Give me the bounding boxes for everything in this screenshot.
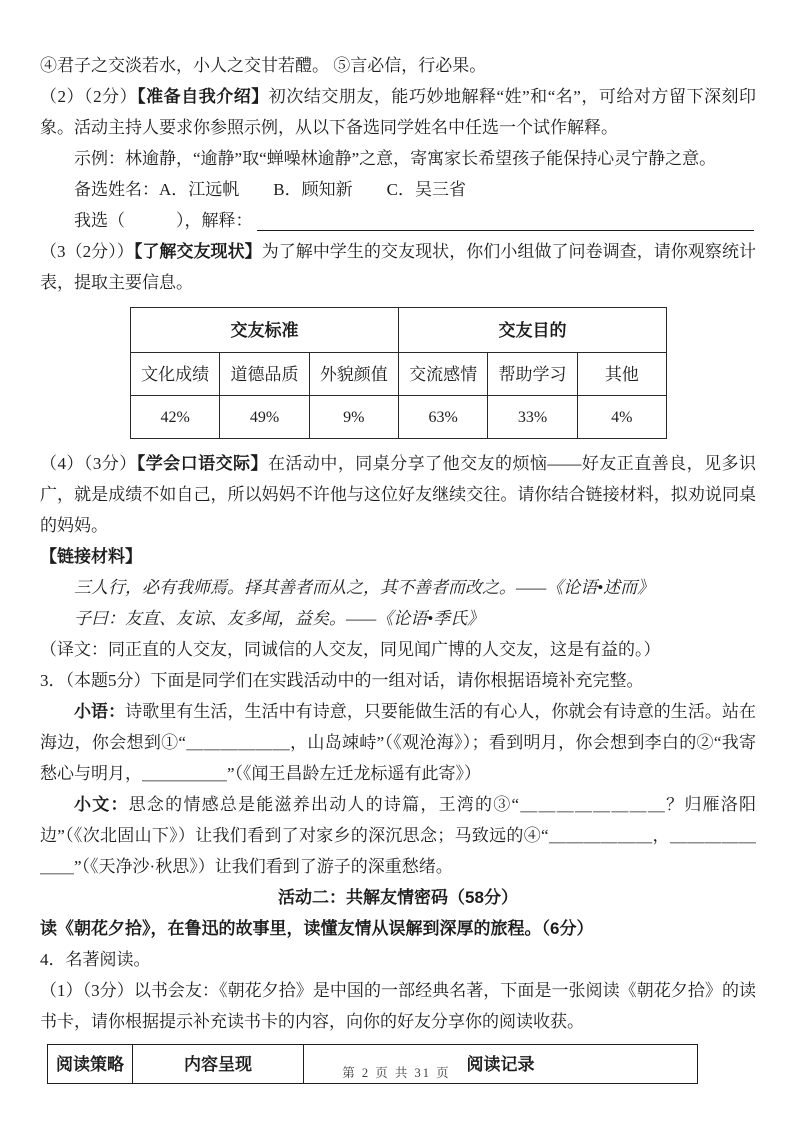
question-2-tag: 【准备自我介绍】 — [137, 87, 269, 106]
famous-quotes-line: ④君子之交淡若水，小人之交甘若醴。 ⑤言必信，行必果。 — [40, 56, 487, 75]
dialogue-xiaowen-text: 思念的情感总是能滋养出动人的诗篇，王湾的③“＿＿＿＿＿＿＿＿？归雁洛阳边”（《次北固山下》）让我们看到了对家乡的深沉思念；马致远的④“＿＿＿＿＿＿，＿＿＿＿＿＿＿”（《天净沙·秋思》）让我们看到了游子的深重愁绪。 — [40, 795, 756, 876]
question-4-main: 4．名著阅读。 — [40, 950, 151, 969]
question-4sub-number: （4）（3分） — [40, 454, 137, 473]
question-4sub-paragraph — [40, 448, 756, 541]
speaker-xiaoyu: 小语： — [74, 702, 126, 721]
question-2-number: （2）（2分） — [40, 87, 138, 106]
activity-2-heading: 活动二：共解友情密码（58分） — [278, 888, 518, 907]
question-4sub-tag: 【学会口语交际】 — [136, 454, 268, 473]
question-4sub-text: 在活动中，同桌分享了他交友的烦恼——好友正直善良，见多识广，就是成绩不如自己，所以妈妈不许他与这位好友继续交往。请你结合链接材料，拟劝说同桌的妈妈。 — [40, 454, 757, 535]
survey-value-academic: 42% — [131, 396, 220, 439]
page-number-footer: 第 2 页 共 31 页 — [342, 1066, 451, 1080]
survey-group-header-row — [131, 308, 667, 353]
dialogue-xiaoyu-text: 诗歌里有生活，生活中有诗意，只要能做生活的有心人，你就会有诗意的生活。站在海边，你会想到①“＿＿＿＿＿＿，山岛竦峙”（《观沧海》）；看到明月，你会想到李白的②“我寄愁心与明月，＿＿＿＿＿”（《闻王昌龄左迁龙标遥有此寄》） — [40, 702, 757, 783]
survey-value-appearance: 9% — [309, 396, 398, 439]
survey-col-appearance: 外貌颜值 — [309, 353, 398, 396]
survey-col-study: 帮助学习 — [488, 353, 577, 396]
survey-column-header-row — [131, 353, 667, 396]
question-4-1-paragraph: （1）（3分）以书会友：《朝花夕拾》是中国的一部经典名著，下面是一张阅读《朝花夕拾》的读书卡，请你根据提示补充读书卡的内容，向你的好友分享你的阅读收获。 — [40, 981, 756, 1031]
choose-answer-label: 我选（ ），解释： — [74, 211, 253, 230]
survey-col-emotion: 交流感情 — [398, 353, 487, 396]
link-material-quote-1: 三人行，必有我师焉。择其善者而从之，其不善者而改之。——《论语•述而》 — [74, 578, 655, 597]
activity-2-subheading: 读《朝花夕拾》，在鲁迅的故事里，读懂友情从误解到深厚的旅程。（6分） — [40, 919, 594, 938]
reading-col-record: 阅读记录 — [304, 1045, 698, 1084]
dialogue-xiaowen-paragraph — [40, 789, 756, 882]
survey-table — [130, 307, 667, 439]
link-material-quote-2: 子曰：友直、友谅、友多闻，益矣。——《论语•季氏》 — [74, 609, 485, 628]
question-2-text: 初次结交朋友，能巧妙地解释“姓”和“名”，可给对方留下深刻印象。活动主持人要求你参照示例，从以下备选同学姓名中任选一个试作解释。 — [40, 87, 757, 137]
survey-col-moral: 道德品质 — [220, 353, 309, 396]
reading-col-strategy: 阅读策略 — [48, 1045, 133, 1084]
choose-answer-line — [40, 205, 756, 236]
example-line: 示例：林逾静，“逾静”取“蝉噪林逾静”之意，寄寓家长希望孩子能保持心灵宁静之意。 — [74, 149, 717, 168]
survey-col-other: 其他 — [577, 353, 666, 396]
survey-value-study: 33% — [488, 396, 577, 439]
survey-value-moral: 49% — [220, 396, 309, 439]
reading-col-content: 内容呈现 — [133, 1045, 304, 1084]
question-3sub-text: 为了解中学生的交友现状，你们小组做了问卷调查，请你观察统计表，提取主要信息。 — [40, 242, 757, 292]
question-3sub-tag: 【了解交友现状】 — [133, 242, 262, 261]
survey-col-academic: 文化成绩 — [131, 353, 220, 396]
answer-blank[interactable] — [257, 210, 755, 231]
survey-value-other: 4% — [577, 396, 666, 439]
dialogue-xiaoyu-paragraph — [40, 696, 756, 789]
link-material-title: 【链接材料】 — [40, 547, 142, 566]
survey-group-purpose: 交友目的 — [398, 308, 666, 353]
question-3sub-number: （3（2分）） — [40, 242, 134, 261]
survey-values-row — [131, 396, 667, 439]
survey-value-emotion: 63% — [398, 396, 487, 439]
survey-table-container — [130, 307, 667, 439]
candidate-names-line: 备选姓名：A．江远帆 B．顾知新 C．吴三省 — [74, 180, 466, 199]
question-3-main: 3．（本题5分）下面是同学们在实践活动中的一组对话，请你根据语境补充完整。 — [40, 671, 644, 690]
link-material-translation: （译文：同正直的人交友，同诚信的人交友，同见闻广博的人交友，这是有益的。） — [40, 640, 661, 659]
speaker-xiaowen: 小文： — [74, 795, 129, 814]
question-3sub-paragraph — [40, 236, 756, 298]
page-content — [40, 50, 756, 1084]
question-2-paragraph — [40, 81, 756, 143]
survey-group-standard: 交友标准 — [131, 308, 399, 353]
